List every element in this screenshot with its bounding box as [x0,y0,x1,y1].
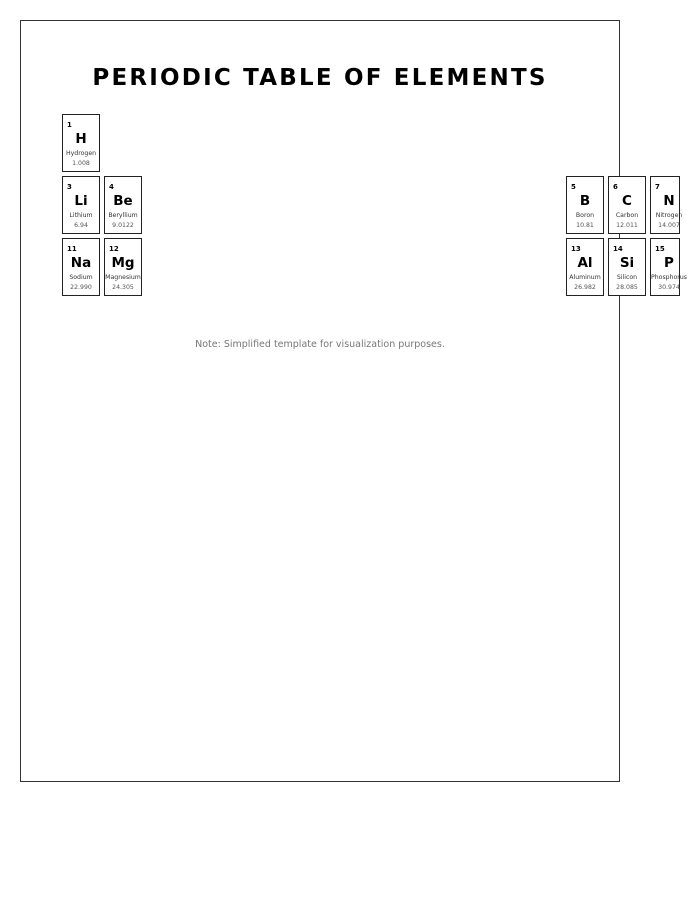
atomic-mass: 30.974 [658,284,680,291]
element-name: Nitrogen [655,212,683,219]
atomic-number: 6 [613,183,618,191]
element-cell-b [566,176,604,234]
element-symbol: B [579,193,591,209]
element-symbol: N [663,193,675,209]
element-name: Boron [575,212,595,219]
element-symbol: Na [70,255,92,271]
atomic-mass: 26.982 [574,284,596,291]
element-symbol: Li [74,193,88,209]
atomic-mass: 14.007 [658,222,680,229]
atomic-number: 14 [613,245,623,253]
atomic-number: 1 [67,121,72,129]
atomic-mass: 24.305 [112,284,134,291]
atomic-mass: 22.990 [70,284,92,291]
atomic-mass: 28.085 [616,284,638,291]
element-cell-p [650,238,687,296]
element-name: Magnesium [105,274,141,281]
element-symbol: Si [619,255,635,271]
element-cell-n [650,176,683,234]
page-title: PERIODIC TABLE OF ELEMENTS [92,65,548,91]
element-symbol: C [622,193,632,209]
element-name: Sodium [69,274,93,281]
page-frame [20,20,620,782]
element-cell-si [608,238,646,296]
atomic-number: 13 [571,245,581,253]
element-cell-na [62,238,100,296]
element-name: Carbon [615,212,639,219]
element-symbol: Mg [111,255,135,271]
element-cell-mg [104,238,142,296]
element-name: Lithium [69,212,93,219]
element-symbol: Al [577,255,593,271]
atomic-mass: 1.008 [72,160,90,167]
element-name: Beryllium [108,212,138,219]
atomic-number: 12 [109,245,119,253]
atomic-number: 5 [571,183,576,191]
atomic-mass: 10.81 [576,222,594,229]
element-name: Hydrogen [65,150,97,157]
atomic-number: 4 [109,183,114,191]
element-symbol: Be [113,193,133,209]
element-cell-c [608,176,646,234]
atomic-mass: 6.94 [74,222,88,229]
atomic-number: 7 [655,183,660,191]
atomic-mass: 9.0122 [112,222,134,229]
element-name: Phosphorus [651,274,687,281]
element-cell-h [62,114,100,172]
element-cell-al [566,238,604,296]
atomic-mass: 12.011 [616,222,638,229]
element-symbol: P [664,255,674,271]
element-symbol: H [75,131,87,147]
element-cell-be [104,176,142,234]
element-cell-li [62,176,100,234]
footnote: Note: Simplified template for visualization purposes. [195,339,445,350]
atomic-number: 15 [655,245,665,253]
atomic-number: 11 [67,245,77,253]
atomic-number: 3 [67,183,72,191]
element-name: Silicon [616,274,638,281]
element-name: Aluminum [569,274,601,281]
